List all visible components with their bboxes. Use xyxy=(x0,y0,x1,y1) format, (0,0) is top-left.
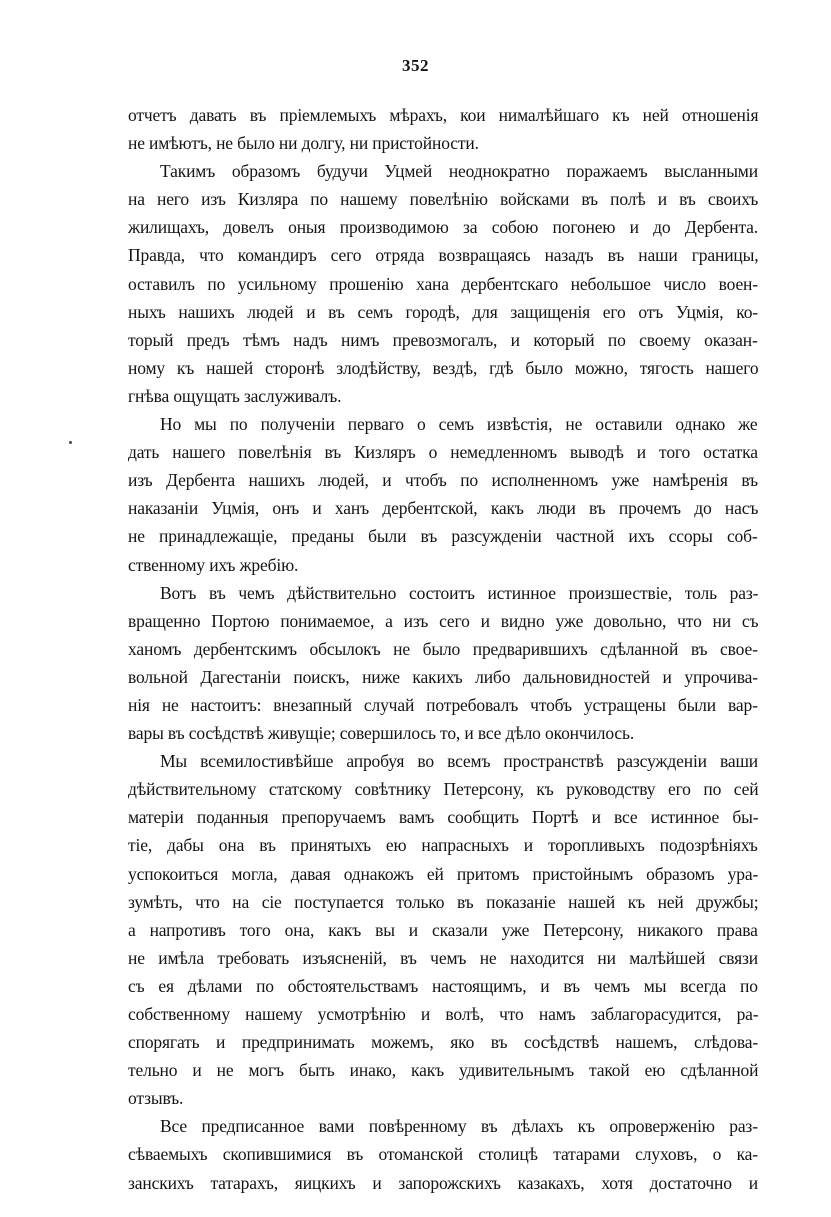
text-line xyxy=(128,691,758,719)
text-line-content: гнѣва ощущать заслуживалъ. xyxy=(128,385,342,406)
paragraph xyxy=(128,157,758,410)
text-line xyxy=(128,719,758,747)
text-line xyxy=(128,747,758,775)
text-line xyxy=(128,241,758,269)
text-line xyxy=(128,354,758,382)
text-line xyxy=(128,944,758,972)
text-line xyxy=(128,157,758,185)
text-line-content: ханомъ дербентскимъ обсылокъ не было предварившихъ сдѣланной въ свое- xyxy=(128,638,758,659)
text-line-content: Правда, что командиръ сего отряда возвращаясь назадъ въ наши границы, xyxy=(128,245,759,266)
text-line-content: дѣйствительному статскому совѣтнику Петерсону, къ руководству его по сей xyxy=(128,779,759,800)
text-line-content: жилищахъ, довелъ оныя производимою за собою погонею и до Дербента. xyxy=(128,217,759,238)
text-line-content: матеріи поданныя препоручаемъ вамъ сообщить Портѣ и все истинное бы- xyxy=(128,807,759,828)
text-line xyxy=(128,775,758,803)
text-line xyxy=(128,860,758,888)
text-line-content: нія не настоитъ: внезапный случай потребовалъ чтобъ устращены были вар- xyxy=(128,694,758,715)
text-line xyxy=(128,382,758,410)
text-line xyxy=(128,888,758,916)
text-line xyxy=(128,494,758,522)
text-line-content: ному къ нашей сторонѣ злодѣйству, вездѣ, гдѣ было можно, тягость нашего xyxy=(128,357,759,378)
text-line xyxy=(128,522,758,550)
text-line-content: тельно и не могъ быть инако, какъ удивительнымъ такой ею сдѣланной xyxy=(128,1060,759,1081)
paragraph xyxy=(128,101,758,157)
text-line xyxy=(128,972,758,1000)
text-line xyxy=(128,466,758,494)
text-line-content: отчетъ давать въ пріемлемыхъ мѣрахъ, кои нималѣйшаго къ ней отношенія xyxy=(128,105,759,125)
paragraph xyxy=(128,747,758,1112)
text-line-content: изъ Дербента нашихъ людей, и чтобъ по исполненномъ уже намѣренія въ xyxy=(128,470,758,491)
text-line-content: а напротивъ того она, какъ вы и сказали уже Петерсону, никакого права xyxy=(128,919,758,940)
text-line-content: занскихъ татарахъ, яицкихъ и запорожскихъ казакахъ, хотя достаточно и xyxy=(128,1172,758,1193)
text-line-content: собственному нашему усмотрѣнію и волѣ, что намъ заблагорасудится, ра- xyxy=(128,1004,759,1024)
text-line-content: Все предписанное вами повѣренному въ дѣлахъ къ опроверженію раз- xyxy=(160,1116,758,1137)
text-line-content: не имѣла требовать изъясненій, въ чемъ не находится ни малѣйшей связи xyxy=(128,947,758,968)
text-line xyxy=(128,213,758,241)
document-body xyxy=(128,101,758,1197)
text-line-content: спорягать и предпринимать можемъ, яко въ сосѣдствѣ нашемъ, слѣдова- xyxy=(128,1032,759,1053)
text-line xyxy=(128,551,758,579)
text-line-content: ныхъ нашихъ людей и въ семъ городѣ, для защищенія его отъ Уцмія, ко- xyxy=(128,301,758,322)
text-line-content: наказаніи Уцмія, онъ и ханъ дербентской, какъ люди въ прочемъ до насъ xyxy=(128,498,759,519)
text-line xyxy=(128,1028,758,1056)
text-line xyxy=(128,410,758,438)
text-line-content: ственному ихъ жребію. xyxy=(128,554,299,575)
text-line xyxy=(128,579,758,607)
text-line xyxy=(128,1140,758,1168)
text-line-content: тіе, дабы она въ принятыхъ ею напрасныхъ и торопливыхъ подозрѣніяхъ xyxy=(128,835,758,856)
text-line-content: сѣваемыхъ скопившимися въ отоманской столицѣ татарами слуховъ, о ка- xyxy=(128,1144,758,1165)
text-line-content: торый предъ тѣмъ надъ нимъ превозмогалъ, и который по своему оказан- xyxy=(128,329,758,350)
paragraph xyxy=(128,410,758,579)
text-line xyxy=(128,298,758,326)
text-line xyxy=(128,663,758,691)
paragraph xyxy=(128,579,758,748)
text-line-content: вращенно Портою понимаемое, а изъ сего и видно уже довольно, что ни съ xyxy=(128,610,759,631)
text-line-content: не имѣютъ, не было ни долгу, ни пристойности. xyxy=(128,133,479,154)
text-line-content: съ ея дѣлами по обстоятельствамъ настоящимъ, и въ чемъ мы всегда по xyxy=(128,975,758,996)
text-line-content: на него изъ Кизляра по нашему повелѣнію войсками въ полѣ и въ своихъ xyxy=(128,189,759,210)
text-line xyxy=(128,1056,758,1084)
text-line-content: успокоиться могла, давая однакожъ ей притомъ пристойнымъ образомъ ура- xyxy=(128,863,759,884)
text-line xyxy=(128,916,758,944)
text-line-content: Мы всемилостивѣйше апробуя во всемъ пространствѣ разсужденіи ваши xyxy=(160,751,759,772)
text-line-content: вольной Дагестаніи поискъ, ниже какихъ либо дальновидностей и упрочива- xyxy=(128,666,758,687)
text-line xyxy=(128,1169,758,1197)
text-line xyxy=(128,185,758,213)
text-line-content: дать нашего повелѣнія въ Кизляръ о немедленномъ выводѣ и того остатка xyxy=(128,442,758,463)
text-line-content: Но мы по полученіи перваго о семъ извѣстія, не оставили однако же xyxy=(160,414,758,435)
text-line-content: оставилъ по усильному прошенію хана дербентскаго небольшое число воен- xyxy=(128,273,758,294)
page-number: 352 xyxy=(402,56,429,75)
text-line xyxy=(128,1084,758,1112)
text-line xyxy=(128,270,758,298)
text-line xyxy=(128,438,758,466)
text-line-content: зумѣть, что на сіе поступается только въ показаніе нашей къ ней дружбы; xyxy=(128,891,759,912)
text-line xyxy=(128,635,758,663)
text-line-content: Вотъ въ чемъ дѣйствительно состоитъ истинное произшествіе, толь раз- xyxy=(160,582,759,603)
text-line-content: отзывъ. xyxy=(128,1088,184,1109)
text-line-content: Такимъ образомъ будучи Уцмей неоднократно поражаемъ высланными xyxy=(160,161,758,182)
text-line xyxy=(128,607,758,635)
text-line xyxy=(128,1112,758,1140)
text-line xyxy=(128,1000,758,1028)
text-line xyxy=(128,129,758,157)
text-line xyxy=(128,831,758,859)
paragraph xyxy=(128,1112,758,1196)
text-line xyxy=(128,803,758,831)
text-line xyxy=(128,101,758,129)
text-line-content: вары въ сосѣдствѣ живущіе; совершилось то, и все дѣло окончилось. xyxy=(128,723,635,744)
margin-mark xyxy=(69,441,72,444)
text-line-content: не принадлежащіе, преданы были въ разсужденіи частной ихъ ссоры соб- xyxy=(128,526,758,547)
text-line xyxy=(128,326,758,354)
